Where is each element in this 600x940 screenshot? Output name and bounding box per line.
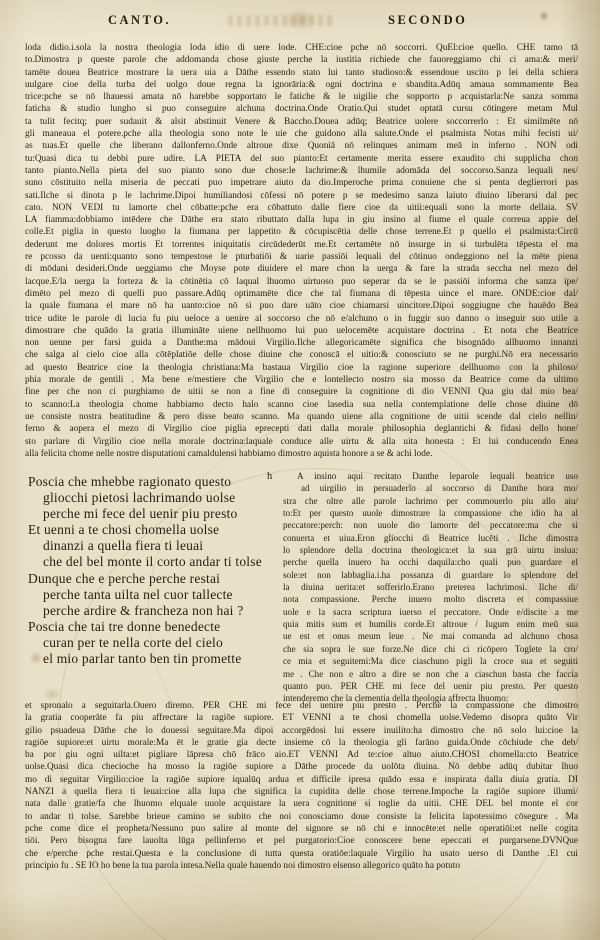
text-line: uulgare cioe della turba del uolgo doue regna la ignorāria:& ogni doctrina e sbandita.Adūq amaua sommamente Bea [25,79,578,90]
text-line: quia mitis sum et humilis corde.Et altroue / Iugum enim meū sua [283,619,578,630]
text-line: to.Dimostra p queste parole che addomanda chose giuste perche la iustitia richiede che fauoreggiamo chi ci ama:& meri/ [25,55,578,66]
text-line: conuerta et uiua.Eron gliocchi di Beatrice lucēti . Ilche dimostra [283,532,578,543]
text-line: tamēte douea Beatrice mostrare la uera uia a Dāthe essendo stato lui tanto studioso:& essendoue uscito p lei della schiera [25,67,578,78]
text-line: quanto puo. PER CHE mi fece del uenir piu presto. Per questo [283,680,578,691]
text-line: faticha & studio lungho si puo conseguire alchuna doctrina.Onde Oratio.Qui studet optatā cursu cōtingere metam Mul [25,104,578,115]
text-line: che sia sopra le sue forze.Ne dice chi ci ricōpero Toglete la cro/ [283,643,578,654]
running-title-secondo: SECONDO [388,13,468,27]
text-line: NANZI a quella fiera ti leuai:cioe alla lupa che significa la cupidita delle chose terrene.Impoche la ragiōe supiore illumi/ [25,787,578,798]
text-line: me . Che non e altro a dire se non che a ciaschun basta che faccia [283,668,578,679]
text-line: dimēto pel mezo di quelli puo passare.Adūq optimamēte dice che tal fiumana di tēpesta uince el mare. ONDE:cioe dal/ [25,288,578,299]
text-line: nata dalle gratie/fa che lhuomo elquale uuole acquistare la uera cognitione si toglie da uitii. CHE DEL bel monte el cor [25,799,578,810]
text-line: che salga al cielo cioe alla cōtēplatiōe delle chose diuine che conoscā el uitio:& conosciuto se ne purghi.Nō era necessario [25,350,578,361]
text-line: el mio parlar tanto ben tin promette [43,651,242,667]
text-line: Poscia che tai tre donne benedecte [28,618,221,634]
text-line: principio fu . SE IO ho bene la tua parola intesa.Nella quale hauendo noi dimostro elsenso allegorico quāto ha potuto [25,860,461,871]
text-line: perche quella inuero ha occhi daquila:cho quali puo guardare el [283,557,578,568]
text-line: LA fiamma:dobbiamo intēdere che Dāthe era stato ributtato dalla lupa in giu insino al fiume el quale correua appie del [25,215,578,226]
text-line: la diuina uerita:et sofferirlo.Erano preterea lachrimosi. Ilche di/ [283,582,578,593]
text-line: ad uirgilio in persuaderlo al soccorso di Danthe hora mo/ [301,483,578,494]
text-line: fine per che non ci purghiamo de uitii se non a fine di conseguire la cognitione di dio VENNI Qua giu dal mio bea/ [25,387,578,398]
text-line: ragiōe supiore:et uirtu morale:Ma ēt le gratie gia decte insieme cō la theologia gli farāno guida.Onde cōchiude che deb/ [25,737,578,748]
text-line: non uenne per farsi guida a Danthe:ma mādoui Virgilio.Ilche allegoricamēte significa che bisognādo allhuomo innanzi [25,338,578,349]
text-line: gliocchi pietosi lachrimando uolse [43,490,236,506]
commentary-block-top [25,42,578,460]
text-line: che del bel monte il corto andar ti tolse [43,554,262,570]
text-line: ad questo Beatrice cioe la theologia christiana:Ma bastaua Virgilio cioe la ragione superiore dellhuomo con la philoso/ [25,362,578,373]
text-line: perche tanta uilta nel cuor tallecte [43,586,233,602]
text-line: dimostrare che quādo la gratia illumināte uiene nellhuomo lui puo uelocemēte acquistare doctrina . Et nota che Beatrice [25,325,578,336]
text-line: ta tulit fecitq; puer sudauit & alsit abstinuit Venere & Baccho.Douea adūq; Beatrice uolere soccorrerlo : Et similmēte nō [25,116,578,127]
text-line: alla felicita chome nelle nostre disputationi camaldulensi habbiamo dimostro aquista honore a se & achi lode. [25,448,433,459]
text-line: gilio psuadeua Dāthe che lo douessi seguitare.Ma dipoi accorgēdosi lui essere inuilito:ha dimostro che nō solo lui:cioe la [25,725,578,736]
text-line: et spronalo a seguitarla.Ouero diremo. PER CHE mi fece del uenire piu presto . Perche la compassione che dimostro [25,701,578,711]
text-line: di mōdani desideri.Onde ueggiamo che Moyse pote diuidere el mare chon la uerga & fare la strada seccha nel mezo del [25,264,578,275]
text-line: perche ardire & francheza non hai ? [43,602,244,618]
text-line: as tuas.Et quelle che liberano dallonferno.Onde altroue dixe Quoniā nō relinques animam meā in inferno . NON odi [25,141,578,152]
text-line: intenderemo che la clementia della theologia affrecta lhuomo: [283,693,509,704]
text-line: Poscia che mhebbe ragionato questo [28,474,232,489]
text-line: sati.Ilche si dinota p le lachrime.Dipoi humiliandosi cōfessi nō potere p se medesimo sanza laiuto diuino liberarsi dal pec [25,190,578,201]
text-line: suno cōstituito nella miseria de peccati puo impetrare aiuto da dio.Imperoche prima conuiene che si penta deglierrori pas [25,178,578,189]
ink-offset-ghost [228,15,336,26]
text-line: che e/perche pche restai.Questa e la conclusione di tutta questa oratiōe:laquale Virgilio ha usato uerso di Danthe .El cui [25,848,578,859]
text-line: phia morale de gentili . Ma bene e/mestiere che Virgilio che e lontellecto nostro sia mosso da Beatrice come da ultimo [25,375,578,386]
text-line: nota compassione. Perche inuero molto discreta et compassiue [283,594,578,605]
text-line: gli maneaua el potere.pche alla theologia sono note le uie che guidono alla salute.Onde el psalmista Notas mihi fecisti ui/ [25,129,578,140]
text-line: to:Et per questo uuole dimostrare la compassione che idio ha al [283,508,578,519]
text-line: pche come dice el propheta/Nessuno puo salire al monte del signore se nō chi e innocēte:et nelle operatiōi:et nelle cogita [25,823,578,834]
text-line: ue est et onus meum leue . Ne mai comanda ad alchuno chosa [283,631,578,642]
text-line: re pcosso da uenti:quanto sono tempestose le pturbatiōi & uarie passiōi lequali del cōtinuo ondeggiono nel la mēte piena [25,252,578,263]
text-line: cato. NON VEDI tu lamorte chel cōbatte:pche era cōbattuto dalle fiere cioe da uitii:equali sono la morte dellaia. SV [25,202,578,213]
text-line: trice udite le parole di lucia fu piu ueloce a uenire al soccorso che nō e/alchuno o in fuggir suo danno o inseguir suo utile a [25,313,578,324]
text-line: ue consiste nostra beatitudine & pero disse beato scanno. Ma quando uiene alla cognitione de uitii scende dal cielo nellin/ [25,411,578,422]
text-line: la quale fiumana el mare nō ha uanto:cioe nō si puo dare uāto cioe chiamarsi uincitore.Dipoi soggiugne che hauēdo Bea [25,301,578,312]
text-line: sole:et non labbaglia.i.ha possanza di guardare lo splendore del [283,569,578,580]
text-line: trice:pche se nō lhauessi amata nō harebbe sopportato le fatiche & le uigilie che sopporto p acquistarla:Ne sanza somma [25,92,578,103]
text-line: la gratia cooperāte fa piu affrectare la ragiōe supiore. ET VENNI a te chosi chomella uolse.Vedemo disopra quāto Vir [25,713,578,724]
text-line: tu:Quasi dica tu debbi pure udire. LA PIETA del suo pianto:Et certamente merita essere exaudito chi supplicha chon [25,153,578,164]
text-line: to scanno:La theologia chome habbiamo decto halo scanno cioe lasedia sua nella contemplatione delle chose diuine dō [25,399,578,410]
text-line: Et uenni a te chosi chomella uolse [28,522,220,538]
text-line: dinanzi a quella fiera ti leuai [43,538,204,554]
text-line: ba por giu ogni uilta:et pigliare lāpresa chō frāco aio.ET VENNI Ad te:cioe altuo aiuto.CHOSI chomella:cto Beatrice [25,750,578,761]
text-line: ce mia et seguitemi:Ma dice ciaschuno pigli la croce sua et seguiti [283,656,578,667]
text-line: tiōi. Pero bisogna fare lauolta lūga pellinferno et pel purgatorio:Cioe conoscere bene epeccati et purgarsene.DVNQue [25,836,578,847]
text-line: mo di seguitar Virgilio:cioe la ragiōe supiore iqualūq ardua et difficile ipresa quādo essa e inspirata dalla diuia gratia. DI [25,774,578,785]
text-line: stra che oltre alle parole lachrimo per commouerlo piu allo aiu/ [283,495,578,506]
text-line: curan per te nella corte del cielo [43,634,223,650]
text-line: uolse.Quasi dica checioche ha mosso la ragiōe supiore a Dāthe procede da uolōta diuina. Nō debbe adūq dubitar lhuo [25,762,578,773]
text-line: loda didio.i.sola la nostra theologia loda idio di uere lode. CHE:cioe pche nō soccorri. QuEl:cioe quello. CHE tamo tā [25,43,578,53]
text-line: ferno & aopera el mezo di Virgilio cioe piglia eprecepti dati dalla morale philosophia deglantichi & fidasi dello hone/ [25,424,578,435]
text-line: lacque.E/la uerga la forteza & la cōtinētia cō laqual lhuomo uirtuoso puo seperar da se le passiōi informa che sanza ipe/ [25,276,578,287]
text-line: lo splendore della doctrina theologica:et la sua grā uirtu insiua: [283,545,578,556]
text-line: perche mi fece del uenir piu presto [43,506,238,522]
running-title-canto: CANTO. [108,13,172,27]
text-line: dederunt me dolores mortis Et torrentes iniquitatis circūdederūt me.Et certamēte nō insurge in si turbulēta tēpesta el ma [25,239,578,250]
commentary-block-bottom [25,700,578,872]
commentary-column-right [283,470,578,705]
text-line: colle.Et piglia in questo luogho la fiumana per lappetito & cōcupiscētia delle chose terrene.Et p quello el psalmista:Circū [25,227,578,238]
text-line: tanto pianto.Nella pieta del suo pianto sono due chose:le lachrime:& lhumile adomāda del soccorso.Sanza lequali nes/ [25,165,578,176]
verse-column [28,474,280,667]
rubricator-guide-letter: h [267,471,273,482]
text-line: Dunque che e perche perche restai [28,570,221,586]
text-line: to andar ti tolse. Sarebbe brieue camino se subito che noi conosciamo doue consiste la felicita lapotessimo cōsegure . Ma [25,811,578,822]
text-line: sto parlare di Virgilio cioe nella morale doctrina:laquale conduce alle uirtu & alla uita honesta : Et lui conducendo Enea [25,436,578,447]
text-line: peccatore:perch: non uuole dio lamorte del peccatore:ma che si [283,520,578,531]
text-line: uole e la sacra scriptura iuerso el peccatore. Onde e/discite a me [283,606,578,617]
text-line: A insino aqui recitato Danthe leparole lequali beatrice uso [297,471,578,481]
